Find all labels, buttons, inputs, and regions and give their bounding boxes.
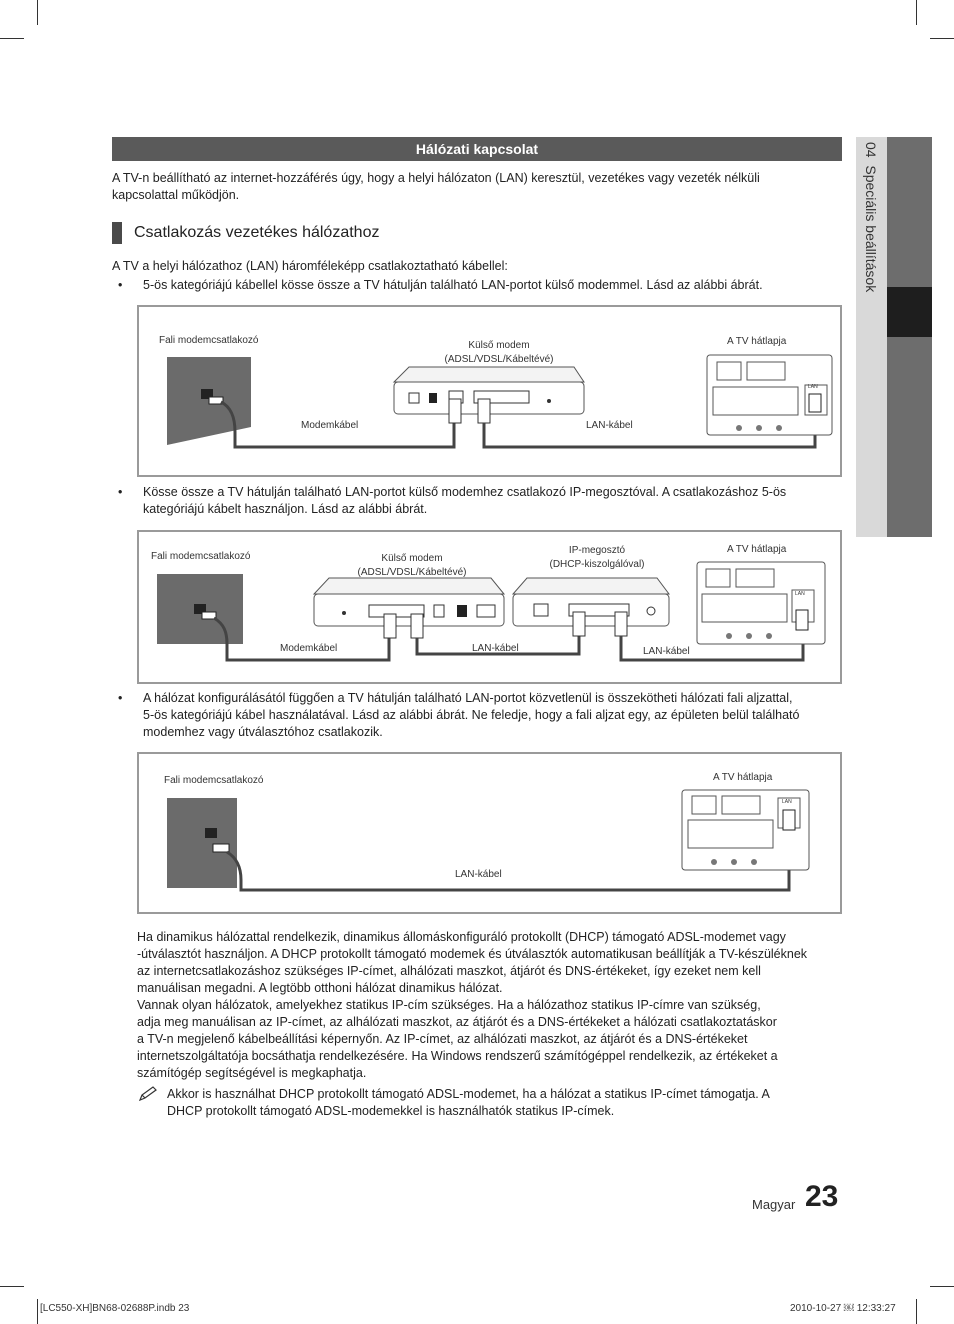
body-line: az internetcsatlakozáshoz szükséges IP-címet, alhálózati maszkot, átjárót és DNS-értékeket, így ezeket nem kell xyxy=(137,964,761,978)
cable-label: Modemkábel xyxy=(301,420,359,431)
bullet-text: 5-ös kategóriájú kábel használatával. Lásd az alábbi ábrát. Ne feledje, hogy a fali aljzat egy, az épületen belül található xyxy=(143,708,800,722)
plug xyxy=(615,612,627,636)
crop-mark xyxy=(0,1286,24,1287)
pencil-icon xyxy=(138,1086,158,1102)
cable-label: Modemkábel xyxy=(280,643,338,654)
body-line: manuálisan megadni. A legtöbb otthoni hálózat dinamikus hálózat. xyxy=(137,981,503,995)
plug xyxy=(384,614,396,638)
subheading xyxy=(112,222,379,244)
wall-socket xyxy=(205,828,217,838)
subheading-bar xyxy=(112,222,122,244)
chapter-tab-marker xyxy=(887,287,932,337)
modem-label: Külső modem xyxy=(468,340,530,351)
modem-led xyxy=(547,399,551,403)
modem-port xyxy=(477,605,495,617)
tv-jack xyxy=(726,633,732,639)
crop-mark xyxy=(930,38,954,39)
slug-file: [LC550-XH]BN68-02688P.indb 23 xyxy=(40,1303,190,1314)
note-line: Akkor is használhat DHCP protokollt támogató ADSL-modemet, ha a hálózat a statikus IP-címet támogatja. A xyxy=(167,1087,770,1101)
sharer-top xyxy=(513,578,669,594)
page-number: 23 xyxy=(805,1180,839,1213)
wall-shape xyxy=(167,798,237,888)
bullet-text: kategóriájú kábelt használjon. Lásd az alábbi ábrát. xyxy=(143,502,428,516)
diagram-modem-direct xyxy=(137,305,842,477)
body-line: Vannak olyan hálózatok, amelyekhez statikus IP-cím szükséges. Ha a hálózathoz statikus IP-címre van szükség, xyxy=(137,998,761,1012)
sharer-label: (DHCP-kiszolgálóval) xyxy=(549,559,645,570)
plug xyxy=(796,610,808,630)
bullet-item xyxy=(118,690,838,741)
crop-mark xyxy=(916,0,917,25)
cable-label: LAN-kábel xyxy=(643,646,690,657)
modem-label: (ADSL/VDSL/Kábeltévé) xyxy=(357,567,467,578)
tv-label: A TV hátlapja xyxy=(713,772,773,783)
port-label: LAN xyxy=(782,799,792,805)
slug-date: 2010-10-27 ￼ 12:33:27 xyxy=(790,1303,896,1314)
diagram-ip-sharer xyxy=(137,530,842,684)
body-line: számítógép segítségével is megkaphatja. xyxy=(137,1066,367,1080)
wall-label: Fali modemcsatlakozó xyxy=(164,775,264,786)
bullet-mark: • xyxy=(118,691,123,705)
crop-mark xyxy=(37,1299,38,1324)
tv-jack xyxy=(731,859,737,865)
tv-jack xyxy=(756,425,762,431)
wall-label: Fali modemcsatlakozó xyxy=(151,551,251,562)
bullet-text: modemhez vagy útválasztóhoz csatlakozik. xyxy=(143,725,383,739)
chapter-title: Speciális beállítások xyxy=(863,165,879,293)
chapter-number: 04 xyxy=(863,142,879,158)
cable-label: LAN-kábel xyxy=(472,643,519,654)
port-label: LAN xyxy=(808,384,818,390)
tv-jack xyxy=(736,425,742,431)
sharer-label: IP-megosztó xyxy=(568,545,626,556)
modem-port xyxy=(409,393,419,403)
tv-port xyxy=(706,569,730,587)
cable-label: LAN-kábel xyxy=(586,420,633,431)
body-line: internetszolgáltatója bocsáthatja rendelkezésére. Ha Windows rendszerű számítógéppel rendelkezik, az értékeket a xyxy=(137,1049,778,1063)
bullet-text: Kösse össze a TV hátulján található LAN-portot külső modemhez csatlakozó IP-megosztóval. A csatlakozáshoz 5-ös xyxy=(143,485,787,499)
intro-line: kapcsolattal működjön. xyxy=(112,188,240,202)
note-line: DHCP protokollt támogató ADSL-modemekkel is használhatók statikus IP-címek. xyxy=(167,1104,615,1118)
port-label: LAN xyxy=(795,591,805,597)
bullet-item xyxy=(118,484,838,518)
bullet-mark: • xyxy=(118,485,123,499)
bullet-text: A hálózat konfigurálásától függően a TV hátulján található LAN-portot közvetlenül is összekötheti hálózati fali aljzattal, xyxy=(143,691,793,705)
chapter-tab-strip xyxy=(887,137,932,537)
subheading-text: Csatlakozás vezetékes hálózathoz xyxy=(134,224,380,241)
tv-scart xyxy=(702,594,787,622)
plug xyxy=(411,614,423,638)
crop-mark xyxy=(930,1286,954,1287)
bullet-mark: • xyxy=(118,278,123,292)
modem-label: Külső modem xyxy=(381,553,443,564)
sharer-port xyxy=(534,604,548,616)
modem-port xyxy=(429,393,437,403)
body-line: Ha dinamikus hálózattal rendelkezik, dinamikus állomáskonfiguráló protokollt (DHCP) támogató ADSL-modemet vagy xyxy=(137,930,786,944)
wall-label: Fali modemcsatlakozó xyxy=(159,335,259,346)
tv-port xyxy=(747,362,785,380)
wall-plug xyxy=(202,612,216,619)
plug xyxy=(783,810,795,830)
tv-jack xyxy=(711,859,717,865)
body-line: a TV-n megjelenő kábelbeállítási képernyőn. Az IP-címet, az alhálózati maszkot, az átjárót és a DNS-értékeket xyxy=(137,1032,748,1046)
modem-led xyxy=(342,611,346,615)
tv-port xyxy=(692,796,716,814)
tv-scart xyxy=(713,387,798,415)
cable-label: LAN-kábel xyxy=(455,869,502,880)
tv-jack xyxy=(751,859,757,865)
bullet-item xyxy=(118,277,838,294)
modem-top xyxy=(314,578,504,594)
body-line: -útválasztót használjon. A DHCP protokollt támogató modemek és útválasztók automatikusan beállítják a TV-készüléknek xyxy=(137,947,808,961)
body-line: adja meg manuálisan az IP-címet, az alhálózati maszkot, az átjárót és a DNS-értékeket a hálózati csatlakoztatáskor xyxy=(137,1015,777,1029)
tv-jack xyxy=(776,425,782,431)
plug xyxy=(809,394,821,412)
modem-port xyxy=(457,605,467,617)
crop-mark xyxy=(37,0,38,25)
wall-plug xyxy=(213,844,229,852)
sharer-power xyxy=(647,607,655,615)
plug xyxy=(573,612,585,636)
diagram-art xyxy=(139,307,840,475)
tv-label: A TV hátlapja xyxy=(727,336,787,347)
tv-port xyxy=(717,362,741,380)
diagram-wall-direct xyxy=(137,752,842,914)
crop-mark xyxy=(916,1299,917,1324)
chapter-label xyxy=(863,142,879,292)
tv-port xyxy=(736,569,774,587)
plug xyxy=(478,399,490,423)
lead-text: A TV a helyi hálózathoz (LAN) háromféleképp csatlakoztatható kábellel: xyxy=(112,259,508,273)
intro-line: A TV-n beállítható az internet-hozzáférés úgy, hogy a helyi hálózaton (LAN) keresztül, vezetékes vagy vezeték nélküli xyxy=(112,171,760,185)
modem-port xyxy=(434,605,444,617)
tv-jack xyxy=(766,633,772,639)
tv-scart xyxy=(688,820,773,848)
modem-top xyxy=(394,367,584,382)
modem-label: (ADSL/VDSL/Kábeltévé) xyxy=(444,354,554,365)
section-title: Hálózati kapcsolat xyxy=(112,137,842,161)
tv-port xyxy=(722,796,760,814)
footer-language: Magyar xyxy=(752,1197,796,1212)
tv-label: A TV hátlapja xyxy=(727,544,787,555)
bullet-text: 5-ös kategóriájú kábellel kösse össze a TV hátulján található LAN-portot külső modemmel. Lásd az alábbi ábrát. xyxy=(143,278,763,292)
plug xyxy=(449,399,461,423)
tv-jack xyxy=(746,633,752,639)
crop-mark xyxy=(0,38,24,39)
